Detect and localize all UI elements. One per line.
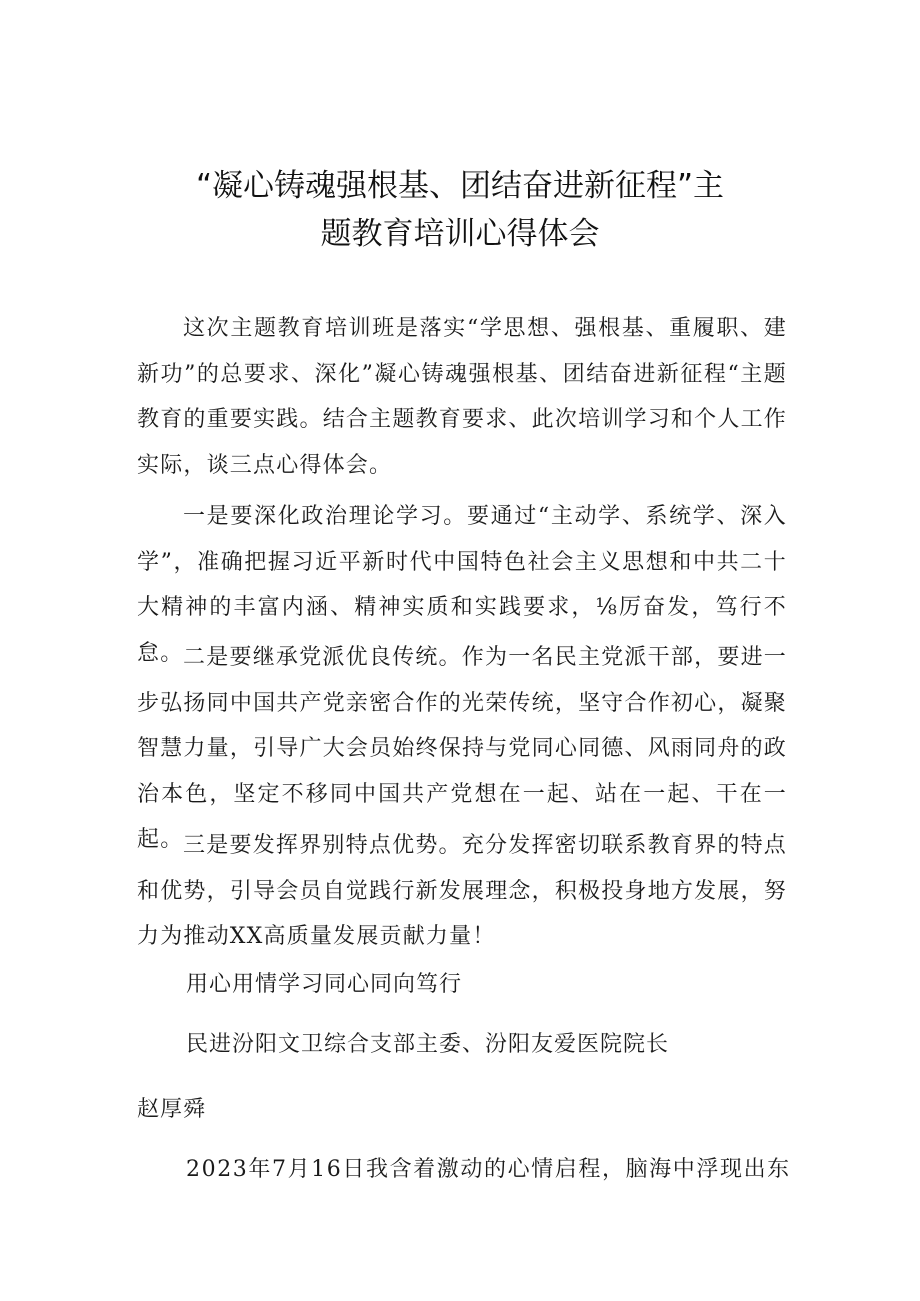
paragraph-point-one: 一是要深化政治理论学习。要通过“主动学、系统学、深入学”，准确把握习近平新时代中国特色社会主义思想和中共二十大精神的丰富内涵、精神实质和实践要求，⅛厉奋发，笃行不怠。 bbox=[137, 504, 787, 666]
title-line-2: 题教育培训心得体会 bbox=[320, 216, 600, 252]
author-affiliation: 民进汾阳文卫综合支部主委、汾阳友爱医院院长 bbox=[186, 1032, 670, 1057]
paragraph-point-three: 三是要发挥界别特点优势。充分发挥密切联系教育界的特点和优势，引导会员自觉践行新发展理念，积极投身地方发展，努力为推动XX高质量发展贡献力量！ bbox=[137, 833, 787, 949]
author-name: 赵厚舜 bbox=[137, 1097, 207, 1122]
paragraph-intro: 这次主题教育培训班是落实“学思想、强根基、重履职、建新功”的总要求、深化”凝心铸魂强根基、团结奋进新征程“主题教育的重要实践。结合主题教育要求、此次培训学习和个人工作实际，谈三点心得体会。 bbox=[137, 316, 787, 478]
paragraph-point-two: 二是要继承党派优良传统。作为一名民主党派干部，要进一步弘扬同中国共产党亲密合作的光荣传统，坚守合作初心，凝聚智慧力量，引导广大会员始终保持与党同心同德、风雨同舟的政治本色，坚定不移同中国共产党想在一起、站在一起、干在一起。 bbox=[137, 645, 787, 852]
document-title bbox=[140, 162, 780, 258]
title-line-1: “凝心铸魂强根基、团结奋进新征程”主 bbox=[195, 168, 725, 204]
article-subtitle: 用心用情学习同心同向笃行 bbox=[186, 972, 463, 997]
paragraph-opening-line: 2023年7月16日我含着激动的心情启程，脑海中浮现出东 bbox=[186, 1157, 791, 1182]
